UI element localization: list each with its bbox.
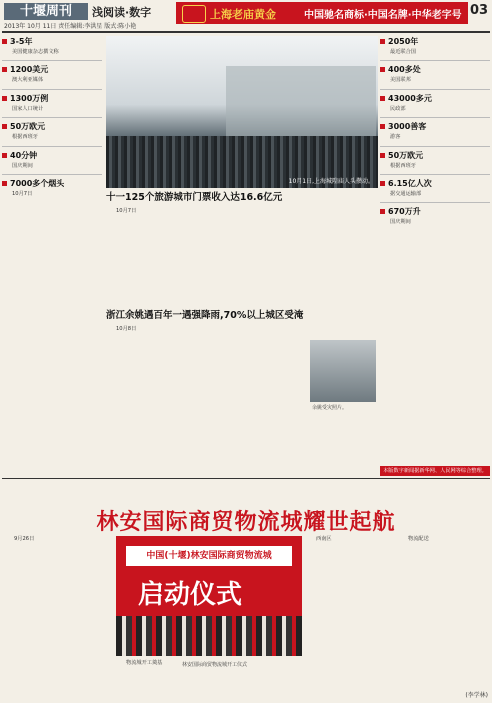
section-rule: [2, 478, 490, 479]
news-photo: [106, 36, 378, 188]
issue-info: 2013年 10月 11日 责任编辑:李洪星 版式:陈小艳: [4, 23, 137, 30]
news-brief: [380, 93, 490, 113]
divider: [2, 174, 102, 175]
article-title: 十一125个旅游城市门票收入达16.6亿元: [106, 192, 283, 203]
right-column: [380, 36, 490, 468]
section-subtitle: 浅阅读·数字: [92, 6, 152, 19]
brief-text: 10月7日: [12, 191, 33, 198]
brief-text: 美国联邦: [390, 77, 411, 84]
news-brief: [380, 150, 490, 170]
photo-caption: 10月1日,上海城隍庙人头攒动。: [288, 178, 374, 185]
ad-brand: 上海老庙黄金: [210, 8, 276, 21]
photo-caption: 林安国际商贸物流城开工仪式: [182, 662, 248, 668]
brief-text: 美国健康杂志撰文称: [12, 49, 59, 55]
brief-text: 国庆期间: [390, 219, 411, 226]
brief-text: 根据西班牙: [390, 162, 416, 169]
brand-logo-icon: [182, 5, 206, 23]
stage-title: 启动仪式: [138, 580, 243, 610]
divider: [380, 146, 490, 147]
news-brief: [2, 121, 102, 141]
divider: [380, 89, 490, 90]
brief-heading: 1200美元: [2, 64, 102, 75]
ad-slogan: 中国驰名商标·中国名牌·中华老字号: [304, 10, 462, 21]
brief-text: 国家人口统计: [12, 105, 44, 112]
ad-banner: [176, 2, 468, 24]
news-brief: [380, 36, 490, 56]
crowd: [116, 616, 302, 656]
news-brief: [2, 93, 102, 113]
feature-text: 物流配送: [408, 536, 429, 542]
news-photo: [310, 340, 376, 411]
divider: [2, 117, 102, 118]
feature-headline: 林安国际商贸物流城耀世起航: [96, 510, 396, 535]
brief-heading: 50万欧元: [380, 150, 490, 161]
brief-heading: 50万欧元: [2, 121, 102, 132]
news-brief: [380, 121, 490, 141]
brief-text: 游客: [390, 134, 401, 141]
photo-caption: 余姚受灾照片。: [312, 405, 348, 411]
brief-heading: 670万升: [380, 206, 490, 217]
brief-heading: 2050年: [380, 36, 490, 47]
brief-heading: 3000善客: [380, 121, 490, 132]
news-brief: [2, 36, 102, 56]
brief-heading: 40分钟: [2, 150, 102, 161]
divider: [380, 202, 490, 203]
brief-text: 根据西班牙: [12, 134, 38, 141]
news-brief: [380, 178, 490, 198]
feature-text: 9月26日: [14, 536, 35, 542]
article-text: 10月7日: [116, 208, 137, 214]
brief-heading: 7000多个烟头: [2, 178, 102, 189]
article-title: 浙江余姚遇百年一遇强降雨,70%以上城区受淹: [106, 310, 304, 321]
feature-text: 物流城开工奠基: [126, 660, 163, 666]
divider: [2, 89, 102, 90]
brief-text: 据交通运输部: [390, 191, 422, 198]
divider: [380, 174, 490, 175]
news-brief: [2, 64, 102, 84]
brief-heading: 400多处: [380, 64, 490, 75]
brief-text: 澳大利亚媒体: [12, 77, 44, 84]
news-brief: [380, 206, 490, 226]
page-header: [0, 0, 492, 30]
news-brief: [2, 150, 102, 170]
page-number: 03: [470, 3, 489, 18]
divider: [380, 60, 490, 61]
article-text: 10月8日: [116, 326, 137, 332]
header-rule: [2, 31, 490, 33]
news-brief: [380, 64, 490, 84]
news-brief: [2, 178, 102, 198]
brief-text: 最近联合国: [390, 49, 416, 55]
brief-heading: 3-5年: [2, 36, 102, 47]
stage-banner: 中国(十堰)林安国际商贸物流城: [126, 546, 292, 566]
author-credit: (李学林): [465, 692, 488, 699]
source-note: 本版数字新闻据新华网、人民网等综合整理。: [380, 466, 490, 476]
brief-heading: 6.15亿人次: [380, 178, 490, 189]
feature-text: 西南区: [316, 536, 332, 542]
divider: [380, 117, 490, 118]
section-title: 十堰周刊: [4, 3, 88, 20]
brief-text: 国庆期间: [12, 162, 33, 169]
brief-text: 民政部: [390, 105, 406, 112]
building: [226, 66, 376, 136]
left-column: [2, 36, 102, 468]
brief-heading: 43000多元: [380, 93, 490, 104]
brief-heading: 1300万例: [2, 93, 102, 104]
divider: [2, 60, 102, 61]
divider: [2, 146, 102, 147]
